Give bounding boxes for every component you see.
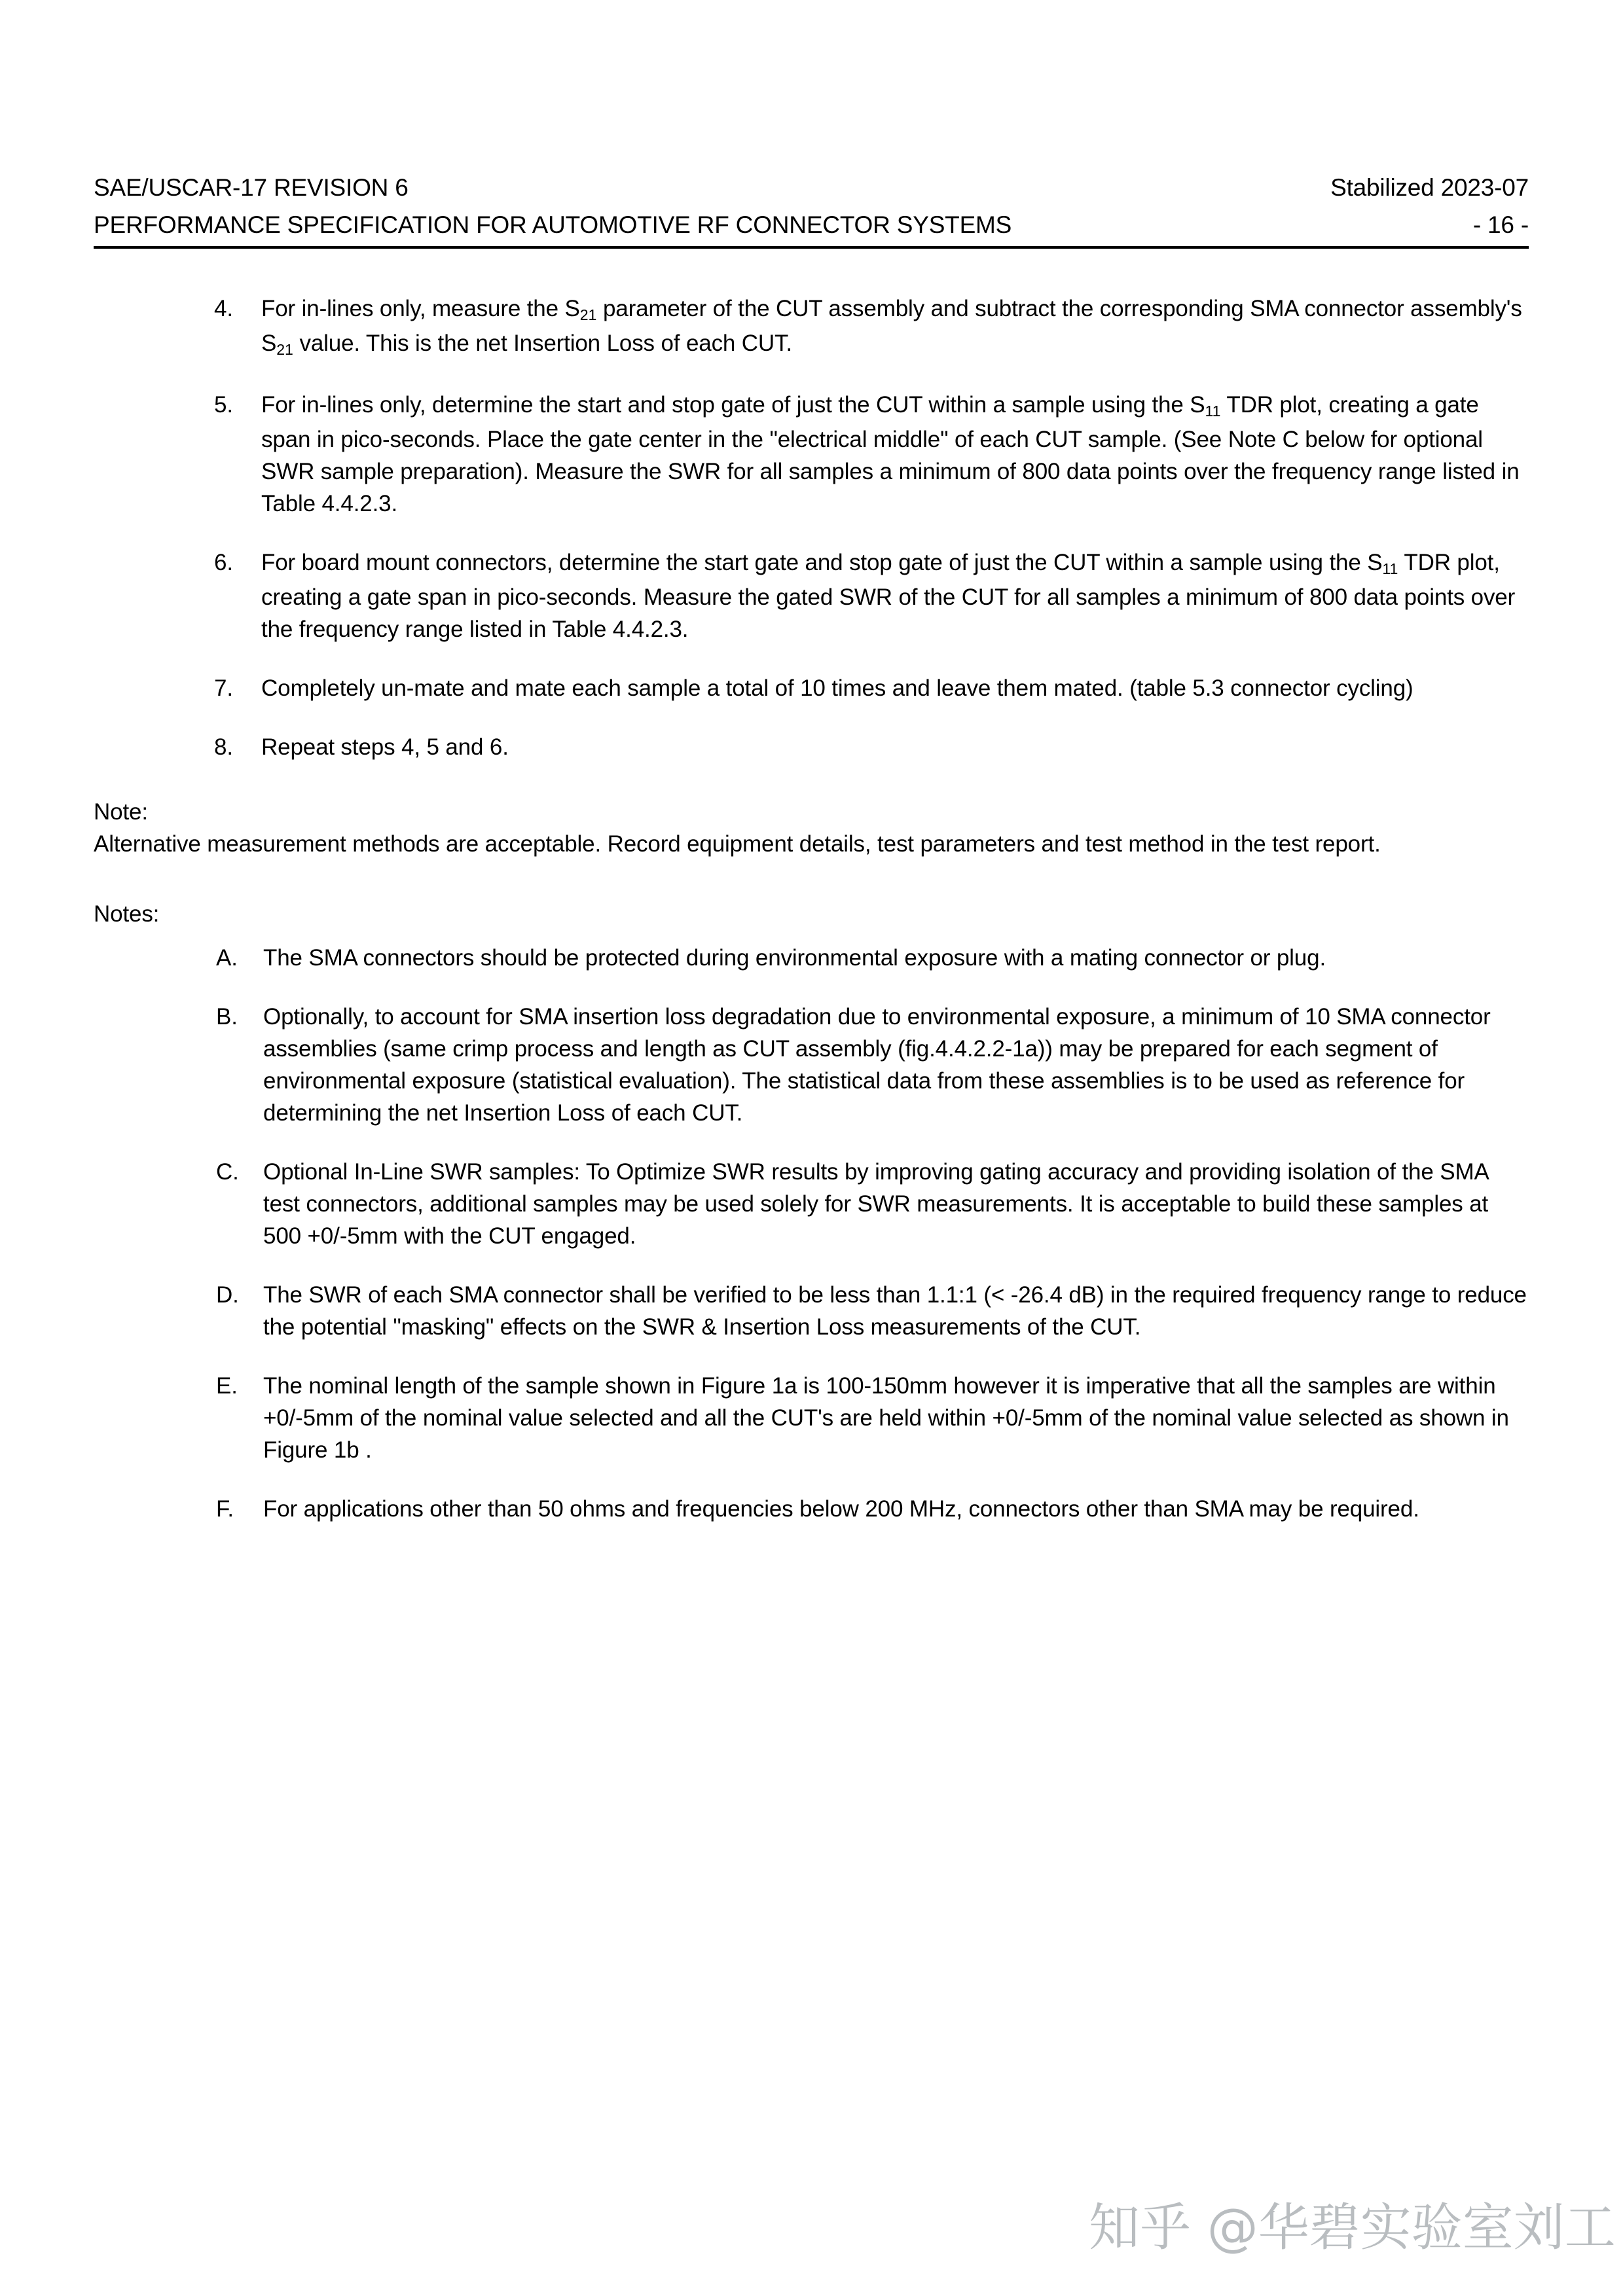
list-item	[216, 942, 1529, 974]
list-item-text: Repeat steps 4, 5 and 6.	[261, 734, 509, 760]
list-marker: 5.	[214, 392, 233, 418]
step6-text-part2: TDR plot, creating a gate span in pico-seconds. Measure the gated SWR of the CUT for all samples a minimum of 800 data points over the frequency range listed in Table 4.4.2.3.	[261, 550, 1516, 642]
page-number: - 16 -	[1472, 211, 1529, 238]
list-marker: C.	[216, 1159, 239, 1185]
list-marker: 8.	[214, 734, 233, 760]
list-marker: A.	[216, 945, 238, 971]
document-title: PERFORMANCE SPECIFICATION FOR AUTOMOTIVE RF CONNECTOR SYSTEMS	[94, 211, 1012, 238]
list-item-text	[261, 293, 1529, 362]
step5-text-part2: TDR plot, creating a gate span in pico-seconds. Place the gate center in the "electrical middle" of each CUT sample. (See Note C below for optional SWR sample preparation). Measure the SWR for all samples a minimum of 800 data points over the frequency range listed in Table 4.4.2.3.	[261, 392, 1520, 516]
step6-subscript-1: 11	[1382, 560, 1398, 577]
list-item-text: The SMA connectors should be protected during environmental exposure with a mating connector or plug.	[263, 945, 1326, 971]
list-item	[216, 1001, 1529, 1129]
note-paragraph	[94, 796, 1529, 860]
page-body	[94, 293, 1529, 1525]
list-marker: D.	[216, 1282, 239, 1308]
list-item	[214, 293, 1529, 362]
list-item-text: The SWR of each SMA connector shall be verified to be less than 1.1:1 (< -26.4 dB) in the required frequency range to reduce the potential "masking" effects on the SWR & Insertion Loss measurements of the CUT.	[263, 1282, 1527, 1340]
list-item-text	[261, 389, 1529, 520]
step4-text-part2: parameter of the CUT assembly and subtract the corresponding SMA connector assembly's S	[261, 296, 1522, 356]
list-item	[214, 547, 1529, 645]
procedure-step-list	[214, 293, 1529, 763]
note-label: Note:	[94, 799, 148, 825]
lettered-note-list	[216, 942, 1529, 1525]
page-header	[94, 169, 1529, 249]
list-item	[216, 1370, 1529, 1466]
list-item	[214, 389, 1529, 520]
step4-subscript-2: 21	[276, 341, 293, 358]
list-item-text: Optionally, to account for SMA insertion loss degradation due to environmental exposure, a minimum of 10 SMA connector assemblies (same crimp process and length as CUT assembly (fig.4.4.2.2-1a)) may be prepared for each segment of environmental exposure (statistical evaluation). The statistical data from these assemblies is to be used as reference for determining the net Insertion Loss of each CUT.	[263, 1004, 1491, 1126]
header-divider	[94, 246, 1529, 249]
list-marker: E.	[216, 1373, 238, 1399]
list-item	[214, 672, 1529, 704]
list-item	[216, 1493, 1529, 1525]
step4-text-part3: value. This is the net Insertion Loss of each CUT.	[293, 331, 792, 356]
list-item-text: Completely un-mate and mate each sample a total of 10 times and leave them mated. (table 5.3 connector cycling)	[261, 675, 1413, 701]
list-item-text: Optional In-Line SWR samples: To Optimize SWR results by improving gating accuracy and providing isolation of the SMA test connectors, additional samples may be used solely for SWR measurements. It is acceptable to build these samples at 500 +0/-5mm with the CUT engaged.	[263, 1159, 1489, 1249]
list-item-text	[261, 547, 1529, 645]
list-item-text: For applications other than 50 ohms and frequencies below 200 MHz, connectors other than SMA may be required.	[263, 1496, 1419, 1522]
list-item	[216, 1279, 1529, 1343]
list-marker: F.	[216, 1496, 234, 1522]
step5-text-part1: For in-lines only, determine the start and stop gate of just the CUT within a sample using the S	[261, 392, 1205, 418]
list-item	[214, 731, 1529, 763]
document-id: SAE/USCAR-17 REVISION 6	[94, 174, 409, 201]
list-marker: B.	[216, 1004, 238, 1030]
step4-subscript-1: 21	[579, 306, 597, 323]
step5-subscript-1: 11	[1205, 403, 1221, 420]
notes-label: Notes:	[94, 901, 160, 927]
list-marker: 7.	[214, 675, 233, 701]
header-line-1	[94, 169, 1529, 206]
list-item	[216, 1156, 1529, 1252]
note-text: Alternative measurement methods are acceptable. Record equipment details, test parameters and test method in the test report.	[94, 831, 1381, 857]
watermark: 知乎 @华碧实验室刘工	[1089, 2198, 1616, 2257]
list-marker: 4.	[214, 296, 233, 321]
step4-text-part1: For in-lines only, measure the S	[261, 296, 580, 321]
list-marker: 6.	[214, 550, 233, 575]
step6-text-part1: For board mount connectors, determine the start gate and stop gate of just the CUT within a sample using the S	[261, 550, 1383, 575]
document-status: Stabilized 2023-07	[1330, 174, 1529, 201]
list-item-text: The nominal length of the sample shown in Figure 1a is 100-150mm however it is imperative that all the samples are within +0/-5mm of the nominal value selected and all the CUT's are held within +0/-5mm of the nominal value selected as shown in Figure 1b .	[263, 1373, 1509, 1463]
header-line-2	[94, 206, 1529, 243]
